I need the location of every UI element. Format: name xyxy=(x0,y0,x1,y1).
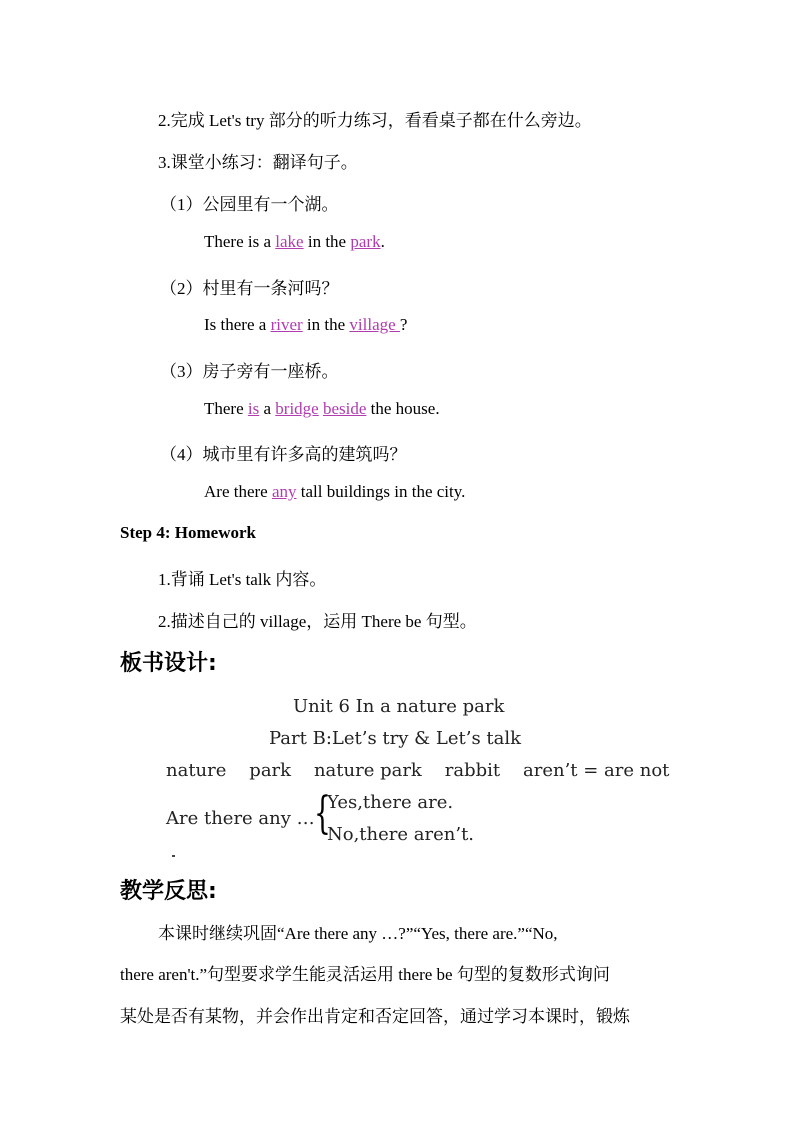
question-1-chinese: （1）公园里有一个湖。 xyxy=(160,195,339,214)
question-2-chinese: （2）村里有一条河吗？ xyxy=(160,279,339,298)
board-part-title: Part B:Let’s try & Let’s talk xyxy=(269,728,522,749)
homework-item-1: 1.背诵 Let's talk 内容。 xyxy=(158,570,327,589)
homework-item-2: 2.描述自己的 village，运用 There be 句型。 xyxy=(158,612,477,631)
reflection-line-3: 某处是否有某物，并会作出肯定和否定回答，通过学习本课时，锻炼 xyxy=(120,1007,630,1026)
brace-icon: { xyxy=(314,788,331,839)
question-1-answer: There is a lake in the park. xyxy=(204,232,385,251)
answer-blank: any xyxy=(271,482,297,501)
question-4-chinese: （4）城市里有许多高的建筑吗？ xyxy=(160,445,407,464)
answer-blank: river xyxy=(270,315,303,334)
answer-blank: is xyxy=(247,399,260,418)
board-vocabulary: nature park nature park rabbit aren’t = are not xyxy=(166,760,670,781)
reflection-line-2: there aren't.”句型要求学生能灵活运用 there be 句型的复数形式询问 xyxy=(120,965,610,984)
answer-blank: bridge xyxy=(275,399,319,418)
board-design-heading: 板书设计: xyxy=(120,651,217,676)
board-unit-title: Unit 6 In a nature park xyxy=(293,696,505,717)
answer-blank: village xyxy=(349,315,400,334)
reflection-line-1: 本课时继续巩固“Are there any …?”“Yes, there are.”“No, xyxy=(158,924,558,943)
question-2-answer: Is there a river in the village ? xyxy=(204,315,408,334)
question-4-answer: Are there any tall buildings in the city. xyxy=(204,482,466,501)
homework-heading: Step 4: Homework xyxy=(120,523,256,542)
question-3-answer: There is a bridge beside the house. xyxy=(204,399,440,418)
answer-blank: park xyxy=(350,232,381,251)
stray-mark xyxy=(172,855,175,857)
question-3-chinese: （3）房子旁有一座桥。 xyxy=(160,362,339,381)
reflection-heading: 教学反思: xyxy=(120,879,217,904)
answer-blank: lake xyxy=(275,232,304,251)
board-question: Are there any … xyxy=(166,808,315,829)
practice-item-3: 3.课堂小练习：翻译句子。 xyxy=(158,153,358,172)
board-answer-yes: Yes,there are. xyxy=(327,792,454,813)
answer-blank: beside xyxy=(322,399,367,418)
board-answer-no: No,there aren’t. xyxy=(327,824,475,845)
practice-item-2: 2.完成 Let's try 部分的听力练习，看看桌子都在什么旁边。 xyxy=(158,111,592,130)
